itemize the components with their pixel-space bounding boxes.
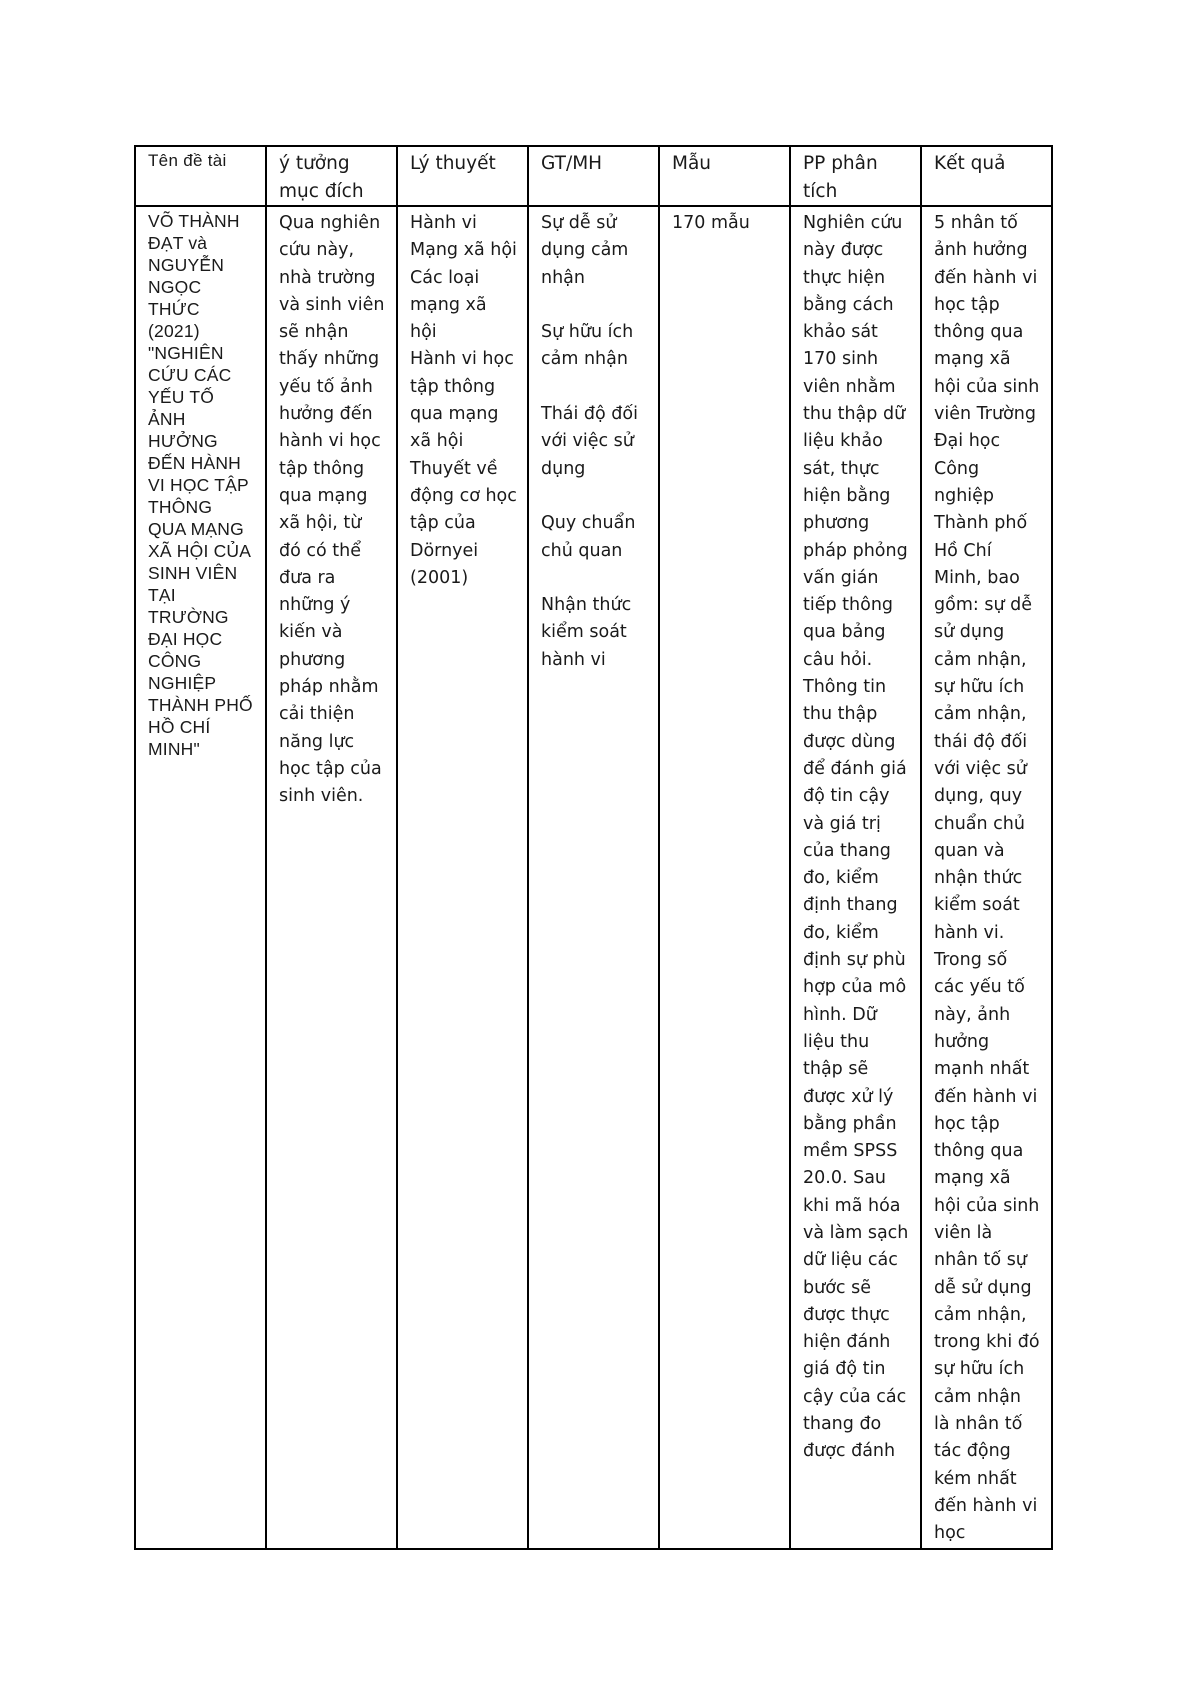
cell-theory: Hành vi Mạng xã hội Các loại mạng xã hội Hành vi học tập thông qua mạng xã hội Thuyết về động cơ học tập của Dörnyei (2001): [397, 206, 528, 1549]
header-theory: Lý thuyết: [397, 146, 528, 206]
cell-method: Nghiên cứu này được thực hiện bằng cách khảo sát 170 sinh viên nhằm thu thập dữ liệu khảo sát, thực hiện bằng phương pháp phỏng vấn gián tiếp thông qua bảng câu hỏi. Thông tin thu thập được dùng để đánh giá độ tin cậy và giá trị của thang đo, kiểm định thang đo, kiểm định sự phù hợp của mô hình. Dữ liệu thu thập sẽ được xử lý bằng phần mềm SPSS 20.0. Sau khi mã hóa và làm sạch dữ liệu các bước sẽ được thực hiện đánh giá độ tin cậy của các thang đo được đánh: [790, 206, 921, 1549]
header-hypothesis: GT/MH: [528, 146, 659, 206]
header-row: [135, 146, 1052, 206]
cell-sample: 170 mẫu: [659, 206, 790, 1549]
header-result: Kết quả: [921, 146, 1052, 206]
cell-hypothesis: Sự dễ sử dụng cảm nhận Sự hữu ích cảm nhận Thái độ đối với việc sử dụng Quy chuẩn chủ quan Nhận thức kiểm soát hành vi: [528, 206, 659, 1549]
table-row: [135, 206, 1052, 1549]
header-idea: ý tưởng mục đích: [266, 146, 397, 206]
cell-result: 5 nhân tố ảnh hưởng đến hành vi học tập thông qua mạng xã hội của sinh viên Trường Đại học Công nghiệp Thành phố Hồ Chí Minh, bao gồm: sự dễ sử dụng cảm nhận, sự hữu ích cảm nhận, thái độ đối với việc sử dụng, quy chuẩn chủ quan và nhận thức kiểm soát hành vi. Trong số các yếu tố này, ảnh hưởng mạnh nhất đến hành vi học tập thông qua mạng xã hội của sinh viên là nhân tố sự dễ sử dụng cảm nhận, trong khi đó sự hữu ích cảm nhận là nhân tố tác động kém nhất đến hành vi học: [921, 206, 1052, 1549]
header-method: PP phân tích: [790, 146, 921, 206]
cell-idea: Qua nghiên cứu này, nhà trường và sinh viên sẽ nhận thấy những yếu tố ảnh hưởng đến hành vi học tập thông qua mạng xã hội, từ đó có thể đưa ra những ý kiến và phương pháp nhằm cải thiện năng lực học tập của sinh viên.: [266, 206, 397, 1549]
header-sample: Mẫu: [659, 146, 790, 206]
cell-title: VÕ THÀNH ĐẠT và NGUYỄN NGỌC THỨC (2021) "NGHIÊN CỨU CÁC YẾU TỐ ẢNH HƯỞNG ĐẾN HÀNH VI HỌC TẬP THÔNG QUA MẠNG XÃ HỘI CỦA SINH VIÊN TẠI TRƯỜNG ĐẠI HỌC CÔNG NGHIỆP THÀNH PHỐ HỒ CHÍ MINH": [135, 206, 266, 1549]
header-title: Tên đề tài: [135, 146, 266, 206]
literature-review-table: [134, 145, 1053, 1550]
